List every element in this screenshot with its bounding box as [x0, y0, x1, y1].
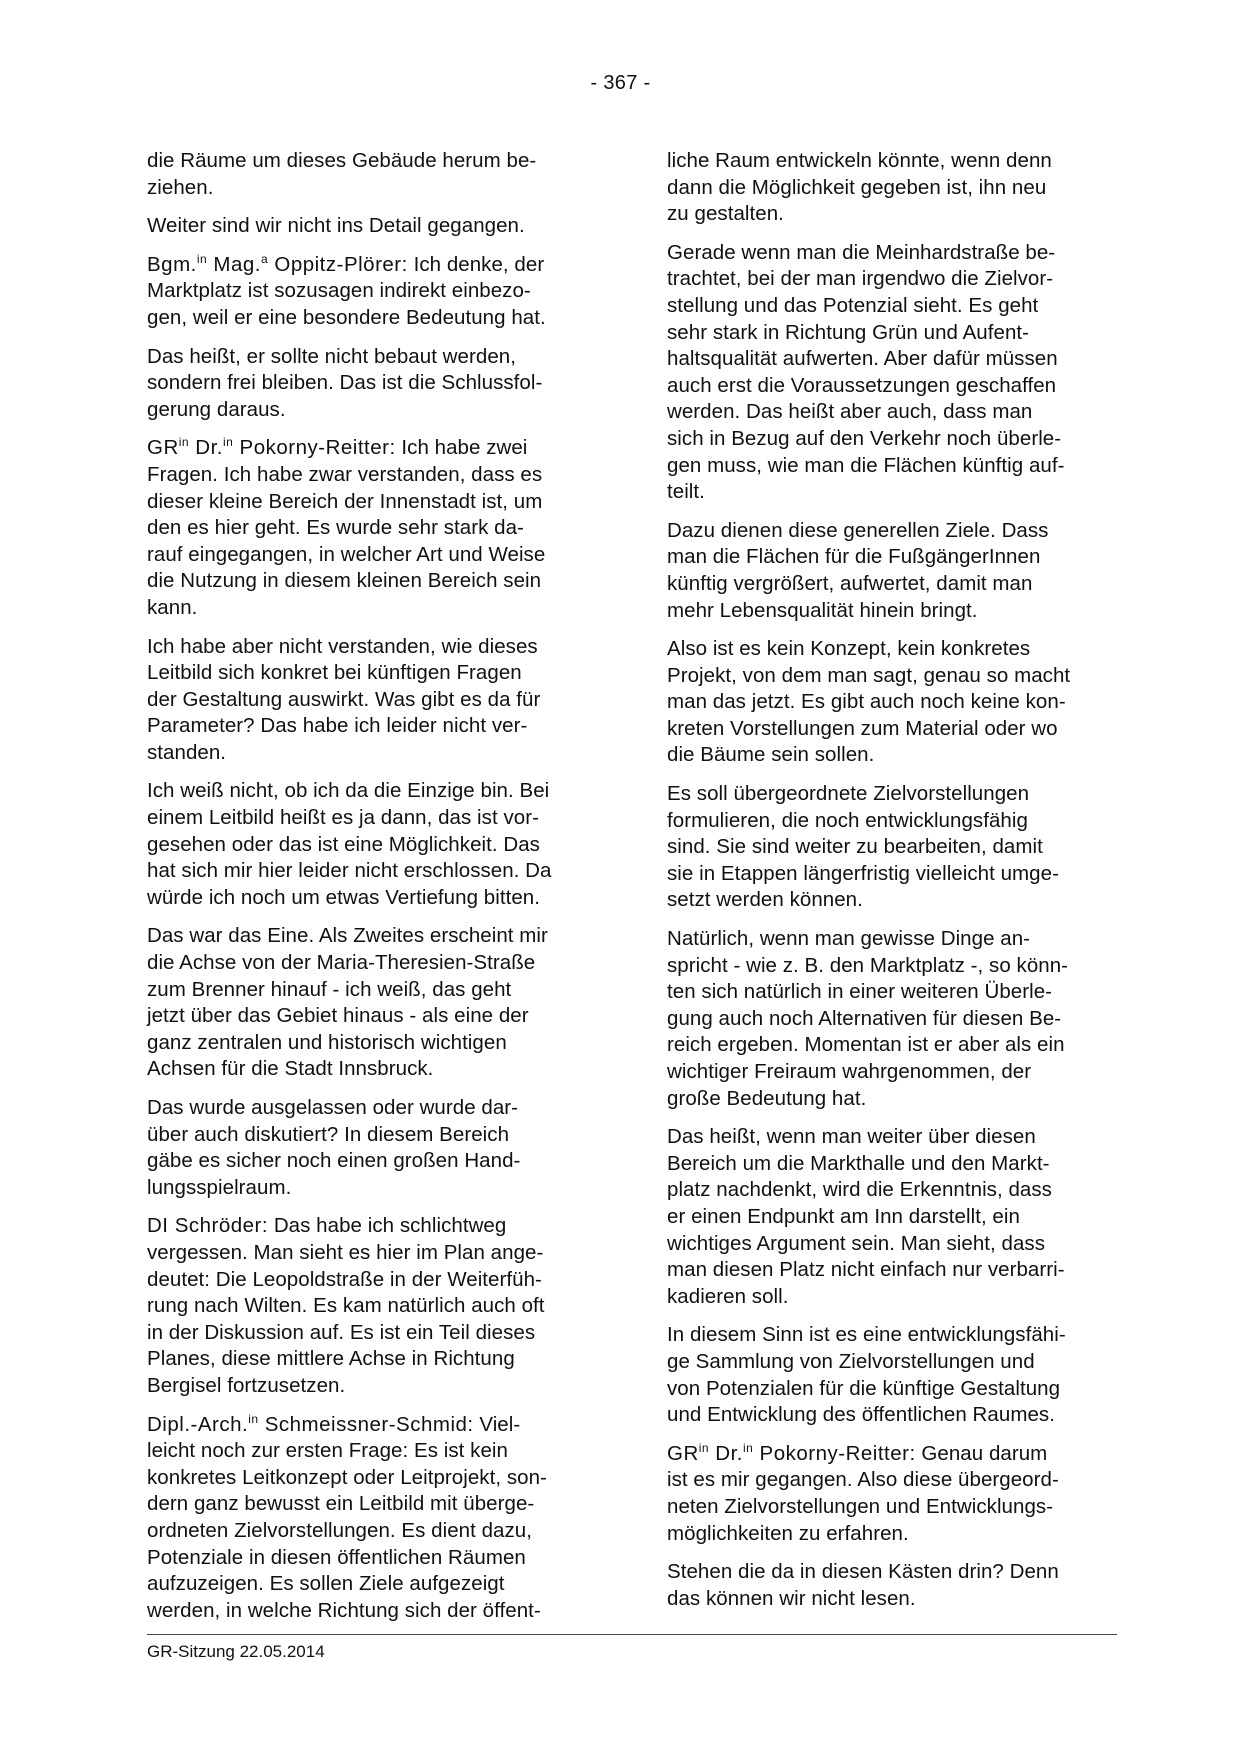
speaker-name: $GR^{in}$ Dr.$^{in}$ Pokorny-Reitter: — [147, 435, 396, 460]
speaker-paragraph: $GR^{in}$ Dr.$^{in}$ Pokorny-Reitter: Genau darum ist es mir gegangen. Also diese übergeord- neten Zielvorstellungen und Entwicklungs- möglichkeiten zu erfahren. — [667, 1440, 1059, 1545]
paragraph: Natürlich, wenn man gewisse Dinge an- spricht - wie z. B. den Marktplatz -, so könn- ten sich natürlich in einer weiteren Überle- gung auch noch Alternativen für diesen Be- reich ergeben. Momentan ist er aber als ein wichtiger Freiraum wahrgenommen, der große Bedeutung hat. — [667, 927, 1069, 1110]
paragraph: Dazu dienen diese generellen Ziele. Dass man die Flächen für die FußgängerInnen künftig vergrößert, aufwertet, damit man mehr Lebensqualität hinein bringt. — [667, 518, 1049, 622]
speaker-name: Dipl.-Arch.$^{in}$ Schmeissner-Schmid: — [147, 1411, 474, 1436]
paragraph: Das war das Eine. Als Zweites erscheint mir die Achse von der Maria-Theresien-Straße zum Brenner hinauf - ich weiß, das geht jetzt über das Gebiet hinaus - als eine der ganz zentralen und historisch wichtigen Achsen für die Stadt Innsbruck. — [147, 924, 548, 1081]
paragraph: In diesem Sinn ist es eine entwicklungsfähi- ge Sammlung von Zielvorstellungen und von Potenzialen für die künftige Gestaltung und Entwicklung des öffentlichen Raumes. — [667, 1323, 1066, 1427]
paragraph: Ich weiß nicht, ob ich da die Einzige bin. Bei einem Leitbild heißt es ja dann, das ist vor- gesehen oder das ist eine Möglichkeit. Das hat sich mir hier leider nicht erschlossen. Da würde ich noch um etwas Vertiefung bitten. — [147, 779, 552, 909]
speaker-paragraph: Bgm.$^{in}$ Mag.$^a$ Oppitz-Plörer: Ich denke, der Marktplatz ist sozusagen indirekt einbezo- gen, weil er eine besondere Bedeutung hat. — [147, 251, 546, 329]
paragraph: Stehen die da in diesen Kästen drin? Denn das können wir nicht lesen. — [667, 1560, 1059, 1610]
speaker-name: DI Schröder: — [147, 1214, 269, 1238]
page-number: - 367 - — [590, 72, 651, 94]
paragraph: Es soll übergeordnete Zielvorstellungen formulieren, die noch entwicklungsfähig sind. Sie sind weiter zu bearbeiten, damit sie in Etappen längerfristig vielleicht umge- setzt werden können. — [667, 782, 1059, 912]
paragraph: Also ist es kein Konzept, kein konkretes Projekt, von dem man sagt, genau so macht man das jetzt. Es gibt auch noch keine kon- kreten Vorstellungen zum Material oder wo die Bäume sein sollen. — [667, 637, 1071, 767]
speaker-name: Bgm.$^{in}$ Mag.$^a$ Oppitz-Plörer: — [147, 251, 408, 276]
paragraph: die Räume um dieses Gebäude herum be- ziehen. — [147, 149, 537, 199]
footer-session-date: GR-Sitzung 22.05.2014 — [147, 1642, 325, 1661]
paragraph: Das heißt, wenn man weiter über diesen Bereich um die Markthalle und den Markt- platz nachdenkt, wird die Erkenntnis, dass er einen Endpunkt am Inn darstellt, ein wichtiges Argument sein. Man sieht, dass man diesen Platz nicht einfach nur verbarri- kadieren soll. — [667, 1125, 1065, 1308]
right-column — [667, 148, 1099, 1624]
paragraph: Gerade wenn man die Meinhardstraße be- trachtet, bei der man irgendwo die Zielvor- stellung und das Potenzial sieht. Es geht sehr stark in Richtung Grün und Aufent- haltsqualität aufwerten. Aber dafür müssen auch erst die Voraussetzungen geschaffen werden. Das heißt aber auch, dass man sich in Bezug auf den Verkehr noch überle- gen muss, wie man die Flächen künftig auf- teilt. — [667, 240, 1065, 504]
speaker-paragraph: Dipl.-Arch.$^{in}$ Schmeissner-Schmid: Viel- leicht noch zur ersten Frage: Es ist kein konkretes Leitkonzept oder Leitprojekt, son- dern ganz bewusst ein Leitbild mit überge- ordneten Zielvorstellungen. Es dient dazu, Potenziale in diesen öffentlichen Räumen aufzuzeigen. Es sollen Ziele aufgezeigt werden, in welche Richtung sich der öffent- — [147, 1411, 547, 1622]
paragraph: Ich habe aber nicht verstanden, wie dieses Leitbild sich konkret bei künftigen Fragen der Gestaltung auswirkt. Was gibt es da für Parameter? Das habe ich leider nicht ver- standen. — [147, 634, 541, 764]
speaker-paragraph: $GR^{in}$ Dr.$^{in}$ Pokorny-Reitter: Ich habe zwei Fragen. Ich habe zwar verstanden, dass es dieser kleine Bereich der Innenstadt ist, um den es hier geht. Es wurde sehr stark da- rauf eingegangen, in welcher Art und Weise die Nutzung in diesem kleinen Bereich sein kann. — [147, 435, 546, 619]
speaker-name: $GR^{in}$ Dr.$^{in}$ Pokorny-Reitter: — [667, 1440, 916, 1465]
footer-divider — [147, 1634, 1117, 1635]
paragraph: Weiter sind wir nicht ins Detail gegangen. — [147, 214, 525, 238]
paragraph: Das wurde ausgelassen oder wurde dar- über auch diskutiert? In diesem Bereich gäbe es sicher noch einen großen Hand- lungsspielraum. — [147, 1096, 521, 1199]
left-column — [147, 148, 579, 1636]
paragraph: liche Raum entwickeln könnte, wenn denn dann die Möglichkeit gegeben ist, ihn neu zu gestalten. — [667, 149, 1052, 226]
speaker-paragraph: DI Schröder: Das habe ich schlichtweg vergessen. Man sieht es hier im Plan ange- deutet: Die Leopoldstraße in der Weiterfüh- rung nach Wilten. Es kam natürlich auch oft in der Diskussion auf. Es ist ein Teil dieses Planes, diese mittlere Achse in Richtung Bergisel fortzusetzen. — [147, 1214, 545, 1397]
paragraph: Das heißt, er sollte nicht bebaut werden, sondern frei bleiben. Das ist die Schlussfol- gerung daraus. — [147, 344, 543, 421]
